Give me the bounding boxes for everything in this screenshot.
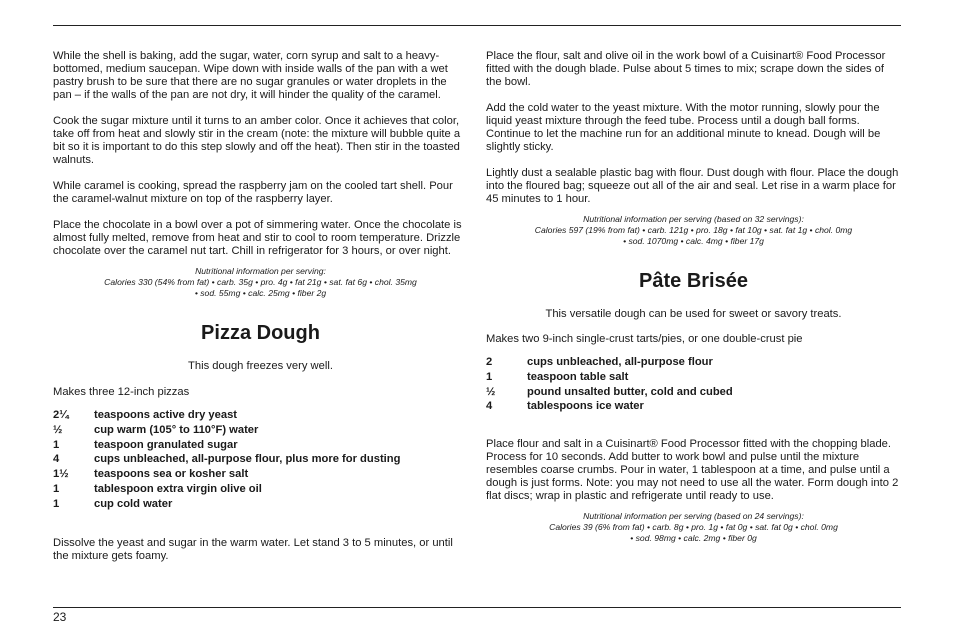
right-column <box>486 50 901 544</box>
ingredient-item: cup warm (105° to 110°F) water <box>94 423 259 436</box>
ingredient-row <box>53 497 468 512</box>
ingredient-item: tablespoons ice water <box>527 400 644 413</box>
ingredient-row <box>53 408 468 423</box>
brisee-nutrition-line-2: • sod. 98mg • calc. 2mg • fiber 0g <box>630 533 757 544</box>
ingredient-qty: 1½ <box>53 468 69 481</box>
pizza-yield: Makes three 12-inch pizzas <box>53 386 190 398</box>
tart-nutrition-line-2: • sod. 55mg • calc. 25mg • fiber 2g <box>194 288 327 298</box>
caramel-step-2: Cook the sugar mixture until it turns to an amber color. Once it achieves that color, take off from heat and slowly stir in the cream (note: the mixture will bubble quite a bit so it is important to do this step slowly and off the heat). Then stir in the toasted walnuts. <box>53 115 461 166</box>
ingredient-row <box>53 482 468 497</box>
ingredient-qty: 1 <box>53 482 60 495</box>
ingredient-qty: 4 <box>53 453 60 466</box>
ingredient-item: teaspoons active dry yeast <box>94 409 238 421</box>
brisee-yield: Makes two 9-inch single-crust tarts/pies, or one double-crust pie <box>486 333 803 345</box>
pizza-ingredient-list <box>53 408 468 512</box>
ingredient-row <box>53 452 468 467</box>
ingredient-qty: 2 <box>486 356 493 368</box>
caramel-step-1: While the shell is baking, add the sugar, water, corn syrup and salt to a heavy-bottomed, medium saucepan. Wipe down with inside walls of the pan with a wet pastry brush to be sure that there are no sugar granules or water droplets in the pan – if the walls of the pan are not dry, it will hinder the quality of the caramel. <box>53 50 448 101</box>
page-number: 23 <box>53 610 67 624</box>
caramel-step-4: Place the chocolate in a bowl over a pot of simmering water. Once the chocolate is almost fully melted, remove from heat and stir to cool to room temperature. Drizzle chocolate over the caramel nut tart. Chill in refrigerator for 3 hours, or over night. <box>53 219 462 257</box>
ingredient-qty: 1 <box>53 438 60 451</box>
brisee-ingredient-list <box>486 355 901 414</box>
pizza-step-3: Add the cold water to the yeast mixture. With the motor running, slowly pour the liquid yeast mixture through the feed tube. Process until a dough ball forms. Continue to let the machine run for an additional minute to knead. Dough will be slightly sticky. <box>486 102 881 153</box>
ingredient-qty: 1 <box>53 497 60 510</box>
left-column <box>53 50 468 576</box>
pizza-nutrition-heading: Nutritional information per serving (based on 32 servings): <box>583 214 804 224</box>
ingredient-qty: 2¼ <box>53 409 69 421</box>
top-rule <box>53 25 901 26</box>
ingredient-row <box>486 355 901 370</box>
ingredient-row <box>486 370 901 385</box>
brisee-step-1: Place flour and salt in a Cuisinart® Food Processor fitted with the chopping blade. Process for 10 seconds. Add butter to work bowl and pulse until the mixture resembles coarse crumbs. Pour in water, 1 tablespoon at a time, and pulse until a dough is just forms. Note: you may not need to use all the water. Form dough into 2 flat discs; wrap in plastic and refrigerate until ready to use. <box>486 438 899 503</box>
ingredient-qty: 4 <box>486 400 493 413</box>
tart-nutrition <box>53 266 468 299</box>
ingredient-qty: ½ <box>486 385 496 398</box>
ingredient-item: cups unbleached, all-purpose flour <box>527 356 713 368</box>
ingredient-row <box>53 438 468 453</box>
pizza-dough-title: Pizza Dough <box>201 322 320 344</box>
ingredient-qty: ½ <box>53 423 63 436</box>
ingredient-item: tablespoon extra virgin olive oil <box>94 482 262 495</box>
ingredient-item: cups unbleached, all-purpose flour, plus more for dusting <box>94 453 401 466</box>
pate-brisee-title: Pâte Brisée <box>639 270 748 292</box>
ingredient-item: teaspoon granulated sugar <box>94 438 238 451</box>
ingredient-row <box>53 423 468 438</box>
ingredient-item: teaspoons sea or kosher salt <box>94 468 249 481</box>
brisee-nutrition-line-1: Calories 39 (6% from fat) • carb. 8g • pro. 1g • fat 0g • sat. fat 0g • chol. 0mg <box>549 522 838 533</box>
pizza-nutrition <box>486 214 901 247</box>
ingredient-item: cup cold water <box>94 497 173 510</box>
ingredient-item: teaspoon table salt <box>527 370 629 383</box>
ingredient-item: pound unsalted butter, cold and cubed <box>527 385 733 398</box>
pizza-intro: This dough freezes very well. <box>188 360 333 372</box>
ingredient-row <box>486 385 901 400</box>
ingredient-row <box>486 399 901 414</box>
tart-nutrition-heading: Nutritional information per serving: <box>195 266 326 276</box>
brisee-nutrition <box>486 511 901 544</box>
ingredient-qty: 1 <box>486 370 493 383</box>
pizza-step-1: Dissolve the yeast and sugar in the warm water. Let stand 3 to 5 minutes, or until the mixture gets foamy. <box>53 536 453 562</box>
brisee-intro: This versatile dough can be used for sweet or savory treats. <box>545 308 842 320</box>
tart-nutrition-line-1: Calories 330 (54% from fat) • carb. 35g • pro. 4g • fat 21g • sat. fat 6g • chol. 35mg <box>104 277 417 287</box>
caramel-step-3: While caramel is cooking, spread the raspberry jam on the cooled tart shell. Pour the caramel-walnut mixture on top of the raspberry layer. <box>53 180 453 205</box>
pizza-step-4: Lightly dust a sealable plastic bag with flour. Dust dough with flour. Place the dough into the floured bag; squeeze out all of the air and seal. Let rise in a warm place for 45 minutes to 1 hour. <box>486 167 899 205</box>
pizza-nutrition-line-1: Calories 597 (19% from fat) • carb. 121g • pro. 18g • fat 10g • sat. fat 1g • chol. 0mg <box>534 225 853 235</box>
bottom-rule <box>53 607 901 608</box>
pizza-step-2: Place the flour, salt and olive oil in the work bowl of a Cuisinart® Food Processor fitted with the dough blade. Pulse about 5 times to mix; scrape down the sides of the bowl. <box>486 50 886 88</box>
ingredient-row <box>53 467 468 482</box>
brisee-nutrition-heading: Nutritional information per serving (based on 24 servings): <box>583 511 804 522</box>
pizza-nutrition-line-2: • sod. 1070mg • calc. 4mg • fiber 17g <box>623 236 764 246</box>
